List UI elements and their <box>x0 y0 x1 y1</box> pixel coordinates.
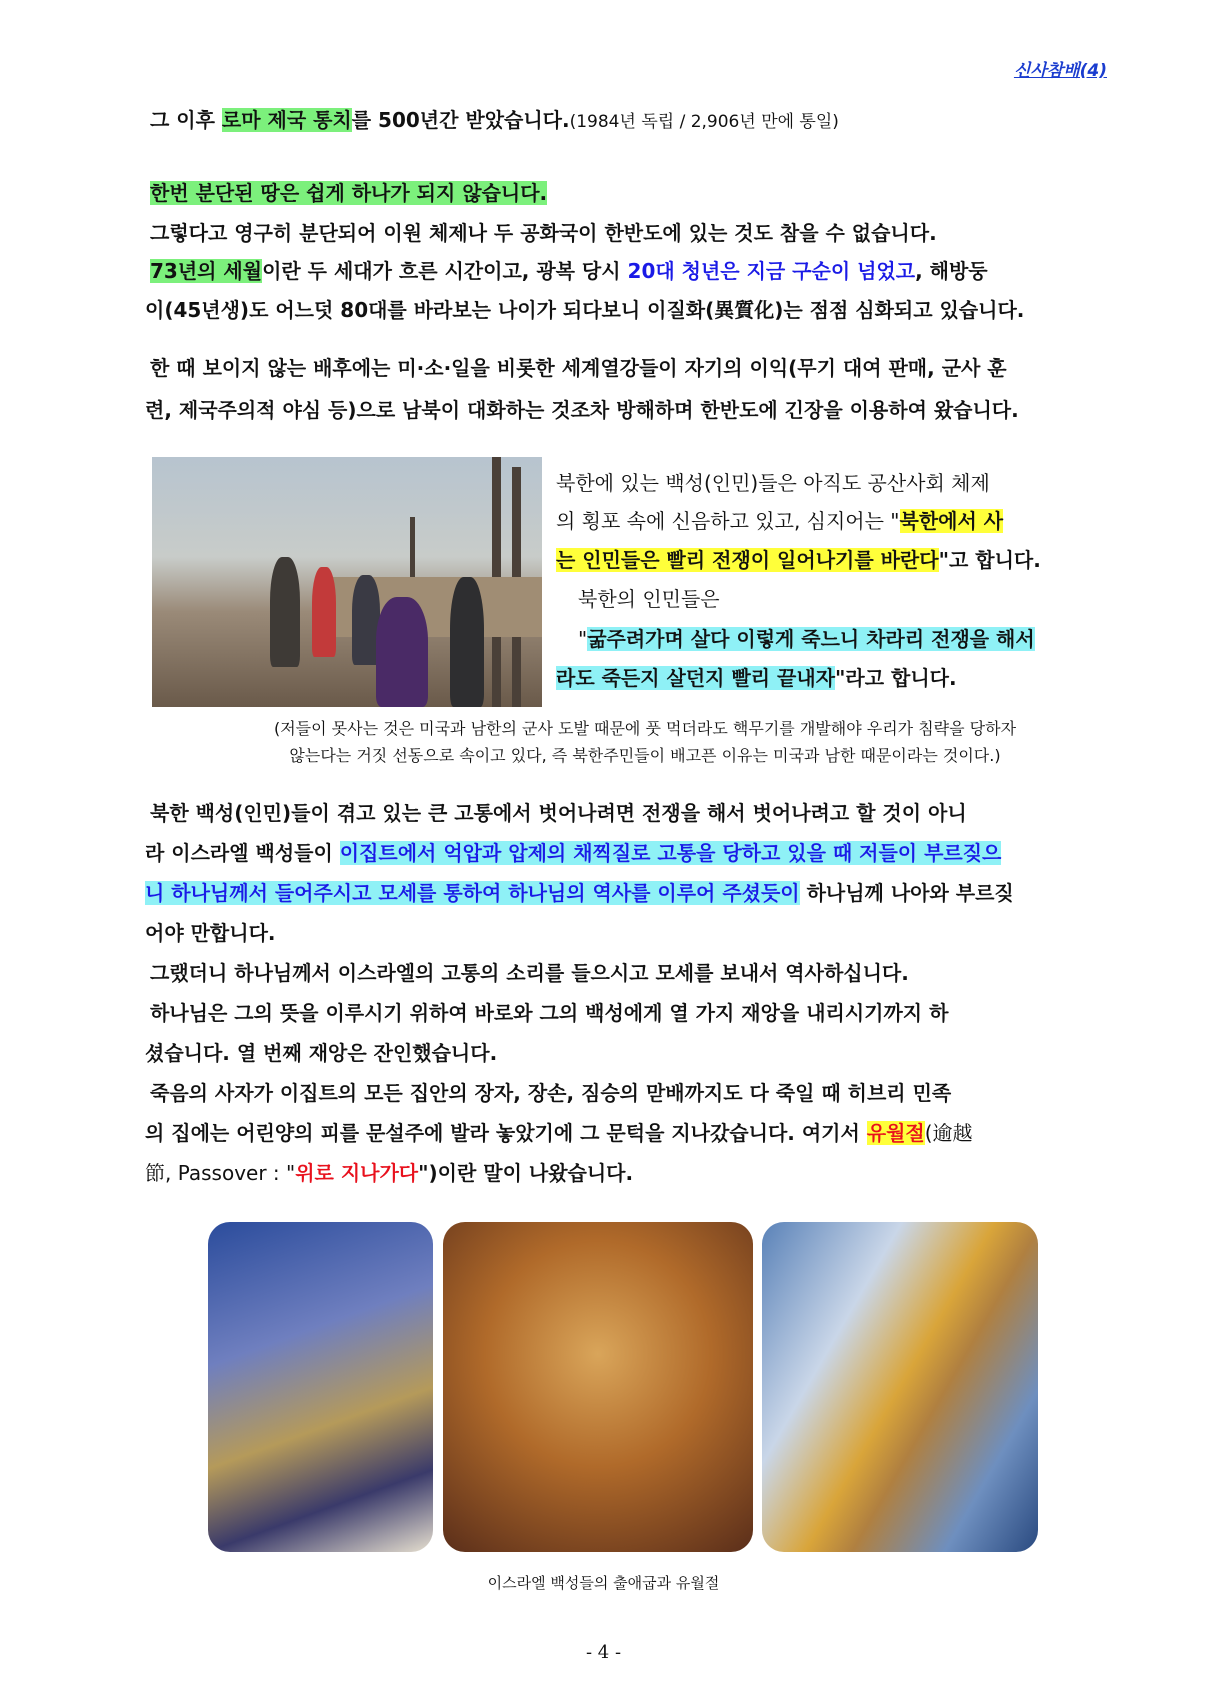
highlight-roman-rule: 로마 제국 통치 <box>221 108 352 132</box>
north-korea-street-photo <box>152 457 542 707</box>
para-line-1: 북한 백성(인민)들이 겪고 있는 큰 고통에서 벗어나려면 전쟁을 해서 벗어나려고 할 것이 아니 <box>150 801 967 825</box>
text-line-7: 련, 제국주의적 야심 등)으로 남북이 대화하는 것조차 방해하며 한반도에 긴장을 이용하여 왔습니다. <box>145 398 1019 422</box>
text-run: 節, Passover : " <box>145 1161 296 1185</box>
text-run: "라고 합니다. <box>835 666 957 690</box>
highlight-quote-1b: 는 인민들은 빨리 전쟁이 일어나기를 바란다 <box>556 548 939 572</box>
passover-meal-painting <box>443 1222 753 1552</box>
text-run: 를 500년간 받았습니다. <box>351 108 570 132</box>
para-line-3 <box>145 880 1095 906</box>
text-run: 의 집에는 어린양의 피를 문설주에 발라 놓았기에 그 문턱을 지나갔습니다. 여기서 <box>145 1121 867 1145</box>
side-line-5 <box>578 626 1098 652</box>
highlight-egypt-b: 니 하나님께서 들어주시고 모세를 통하여 하나님의 역사를 이루어 주셨듯이 <box>145 881 800 905</box>
text-line-5: 이(45년생)도 어느덧 80대를 바라보는 나이가 되다보니 이질화(異質化)는 점점 심화되고 있습니다. <box>145 298 1025 322</box>
text-run: (逾越 <box>924 1121 973 1145</box>
text-run: 하나님께 나아와 부르짖 <box>799 881 1014 905</box>
highlight-passover: 유월절 <box>866 1121 925 1145</box>
blue-text-run: 20대 청년은 지금 구순이 넘었고 <box>627 259 916 283</box>
text-run: , 해방둥 <box>915 259 988 283</box>
text-run: "고 합니다. <box>938 548 1041 572</box>
text-line-1 <box>150 107 1100 135</box>
manuscript-illustration <box>208 1222 433 1552</box>
highlight-73-years: 73년의 세월 <box>150 259 263 283</box>
para-line-2 <box>145 840 1095 866</box>
highlight-quote-2: 굶주려가며 살다 이렇게 죽느니 차라리 전쟁을 해서 <box>587 627 1035 651</box>
text-run: 의 횡포 속에 신음하고 있고, 심지어는 " <box>556 509 900 533</box>
side-line-4: 북한의 인민들은 <box>578 587 720 611</box>
side-line-2 <box>556 508 1096 534</box>
text-run: 북한에 있는 백성(인민)들은 아직도 공산사회 체제 <box>556 471 990 495</box>
highlight-quote-2b: 라도 죽든지 살던지 빨리 끝내자 <box>556 666 836 690</box>
text-line-4 <box>150 258 1100 284</box>
photo-caption-line-1: (저들이 못사는 것은 미국과 남한의 군사 도발 때문에 풋 먹더라도 핵무기를 개발해야 우리가 침략을 당하자 <box>273 719 1017 738</box>
side-line-1 <box>556 470 1096 496</box>
side-line-6 <box>556 665 1096 691</box>
photo-caption-line-2: 않는다는 거짓 선동으로 속이고 있다, 즉 북한주민들이 배고픈 이유는 미국과 남한 때문이라는 것이다.) <box>289 746 1001 765</box>
images-caption: 이스라엘 백성들의 출애굽과 유월절 <box>487 1574 720 1592</box>
para-line-10 <box>145 1160 1095 1186</box>
side-line-3 <box>556 547 1096 573</box>
para-line-5: 그랬더니 하나님께서 이스라엘의 고통의 소리를 들으시고 모세를 보내서 역사하십니다. <box>150 961 909 985</box>
page-number: - 4 - <box>585 1642 622 1663</box>
text-line-3: 그렇다고 영구히 분단되어 이원 체제나 두 공화국이 한반도에 있는 것도 참을 수 없습니다. <box>150 221 937 245</box>
text-run: ")이란 말이 나왔습니다. <box>418 1161 634 1185</box>
red-sea-crossing-painting <box>762 1222 1038 1552</box>
text-run: " <box>578 627 588 651</box>
text-run: 그 이후 <box>150 108 222 132</box>
text-run-note: (1984년 독립 / 2,906년 만에 통일) <box>569 112 839 132</box>
highlight-divided-land: 한번 분단된 땅은 쉽게 하나가 되지 않습니다. <box>150 181 548 205</box>
text-run: 라 이스라엘 백성들이 <box>145 841 340 865</box>
para-line-6: 하나님은 그의 뜻을 이루시기 위하여 바로와 그의 백성에게 열 가지 재앙을 내리시기까지 하 <box>150 1001 949 1025</box>
text-line-2 <box>150 180 1100 206</box>
text-run: 이란 두 세대가 흐른 시간이고, 광복 당시 <box>262 259 628 283</box>
red-text-pass-over: 위로 지나가다 <box>295 1161 419 1185</box>
text-line-6: 한 때 보이지 않는 배후에는 미·소·일을 비롯한 세계열강들이 자기의 이익(무기 대여 판매, 군사 훈 <box>150 356 1007 380</box>
para-line-7: 셨습니다. 열 번째 재앙은 잔인했습니다. <box>145 1041 498 1065</box>
highlight-quote-1: 북한에서 사 <box>899 509 1004 533</box>
header-link[interactable]: 신사참배(4) <box>1013 61 1107 81</box>
para-line-4: 어야 만합니다. <box>145 921 276 945</box>
para-line-8: 죽음의 사자가 이집트의 모든 집안의 장자, 장손, 짐승의 맏배까지도 다 죽일 때 히브리 민족 <box>150 1081 952 1105</box>
para-line-9 <box>145 1120 1095 1146</box>
highlight-egypt: 이집트에서 억압과 압제의 채찍질로 고통을 당하고 있을 때 저들이 부르짖으 <box>339 841 1002 865</box>
